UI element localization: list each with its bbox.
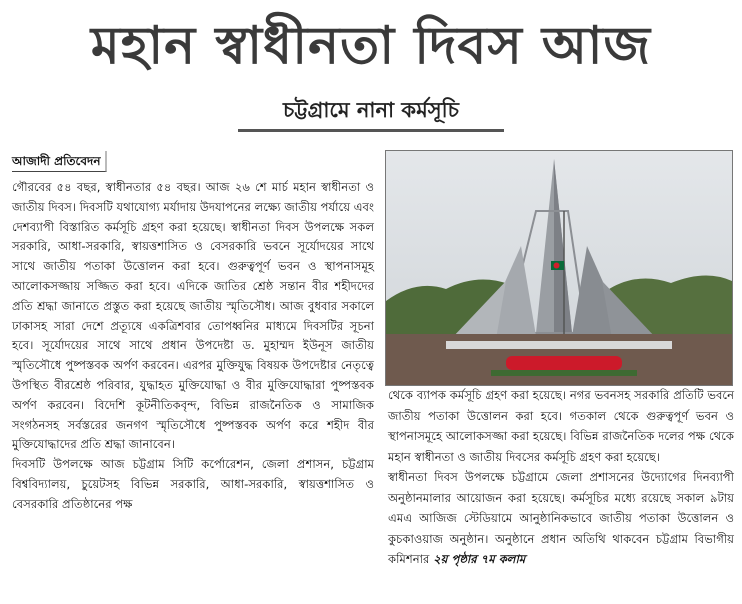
article-column-right (388, 385, 734, 570)
continued-jump-link: ২য় পৃষ্ঠার ৭ম কলাম (433, 552, 526, 566)
article-paragraph: থেকে ব্যাপক কর্মসূচি গ্রহণ করা হয়েছে। নগর ভবনসহ সরকারি প্রতিটি ভবনে জাতীয় পতাকা উত্তোলন করা হবে। গতকাল থেকে গুরুত্বপূর্ণ ভবন ও স্থাপনাসমূহে আলোকসজ্জা করা হয়েছে। বিভিন্ন রাজনৈতিক দলের পক্ষ থেকে মহান স্বাধীনতা ও জাতীয় দিবসের কর্মসূচি গ্রহণ করা হয়েছে। (388, 388, 734, 464)
byline: আজাদী প্রতিবেদন (12, 151, 107, 172)
national-memorial-photo (385, 150, 733, 386)
subheadline: চট্টগ্রামে নানা কর্মসূচি (283, 98, 459, 122)
subheadline-underline (238, 129, 504, 132)
platform (446, 341, 672, 349)
flower-garden (506, 356, 622, 370)
article-column-left (12, 178, 374, 515)
article-text: স্বাধীনতা দিবস উপলক্ষে চট্টগ্রামে জেলা প্রশাসনের উদ্যোগের দিনব্যাপী অনুষ্ঠানমালার আয়োজন করা হয়েছে। কর্মসূচির মধ্যে রয়েছে সকাল ৯টায় এমএ আজিজ স্টেডিয়ামে আনুষ্ঠানিকভাবে জাতীয় পতাকা উত্তোলন ও কুচকাওয়াজ অনুষ্ঠান। অনুষ্ঠানে প্রধান অতিথি থাকবেন চট্টগ্রাম বিভাগীয় কমিশনার (388, 470, 734, 566)
article-paragraph-final (388, 467, 734, 570)
article-paragraph: দিবসটি উপলক্ষে আজ চট্টগ্রাম সিটি কর্পোরেশন, জেলা প্রশাসন, চট্টগ্রাম বিশ্ববিদ্যালয়, চুয়েটসহ বিভিন্ন সরকারি, আধা-সরকারি, স্বায়ত্তশাসিত ও বেসরকারি প্রতিষ্ঠানের পক্ষ (12, 457, 374, 511)
memorial-illustration (386, 151, 732, 385)
headline: মহান স্বাধীনতা দিবস আজ (90, 15, 652, 76)
article-paragraph: গৌরবের ৫৪ বছর, স্বাধীনতার ৫৪ বছর। আজ ২৬ শে মার্চ মহান স্বাধীনতা ও জাতীয় দিবস। দিবসটি যথাযোগ্য মর্যাদায় উদযাপনের লক্ষ্যে জাতীয় পর্যায়ে এবং দেশব্যাপী বিস্তারিত কর্মসূচি গ্রহণ করা হয়েছে। স্বাধীনতা দিবস উপলক্ষে সকল সরকারি, আধা-সরকারি, স্বায়ত্তশাসিত ও বেসরকারি ভবনে সূর্যোদয়ের সাথে সাথে জাতীয় পতাকা উত্তোলন করা হবে। গুরুত্বপূর্ণ ভবন ও স্থাপনাসমূহ আলোকসজ্জায় সজ্জিত করা হবে। এদিকে জাতির শ্রেষ্ঠ সন্তান বীর শহীদদের প্রতি শ্রদ্ধা জানাতে প্রস্তুত করা হয়েছে জাতীয় স্মৃতিসৌধ। আজ বুধবার সকালে ঢাকাসহ সারা দেশে প্রত্যূষে একত্রিশবার তোপধ্বনির মাধ্যমে দিবসটির সূচনা হবে। সূর্যোদয়ের সাথে সাথে প্রধান উপদেষ্টা ড. মুহাম্মদ ইউনূস জাতীয় স্মৃতিসৌধে পুষ্পস্তবক অর্পণ করবেন। এরপর মুক্তিযুদ্ধ বিষয়ক উপদেষ্টার নেতৃত্বে উপস্থিত বীরশ্রেষ্ঠ পরিবার, যুদ্ধাহত মুক্তিযোদ্ধা ও বীর মুক্তিযোদ্ধারা পুষ্পস্তবক অর্পণ করবেন। বিদেশি কূটনীতিকবৃন্দ, বিভিন্ন রাজনৈতিক ও সামাজিক সংগঠনসহ সর্বস্তরের জনগণ স্মৃতিসৌধে পুষ্পস্তবক অর্পণ করে শহীদ বীর মুক্তিযোদ্ধাদের প্রতি শ্রদ্ধা জানাবেন। (12, 180, 374, 452)
